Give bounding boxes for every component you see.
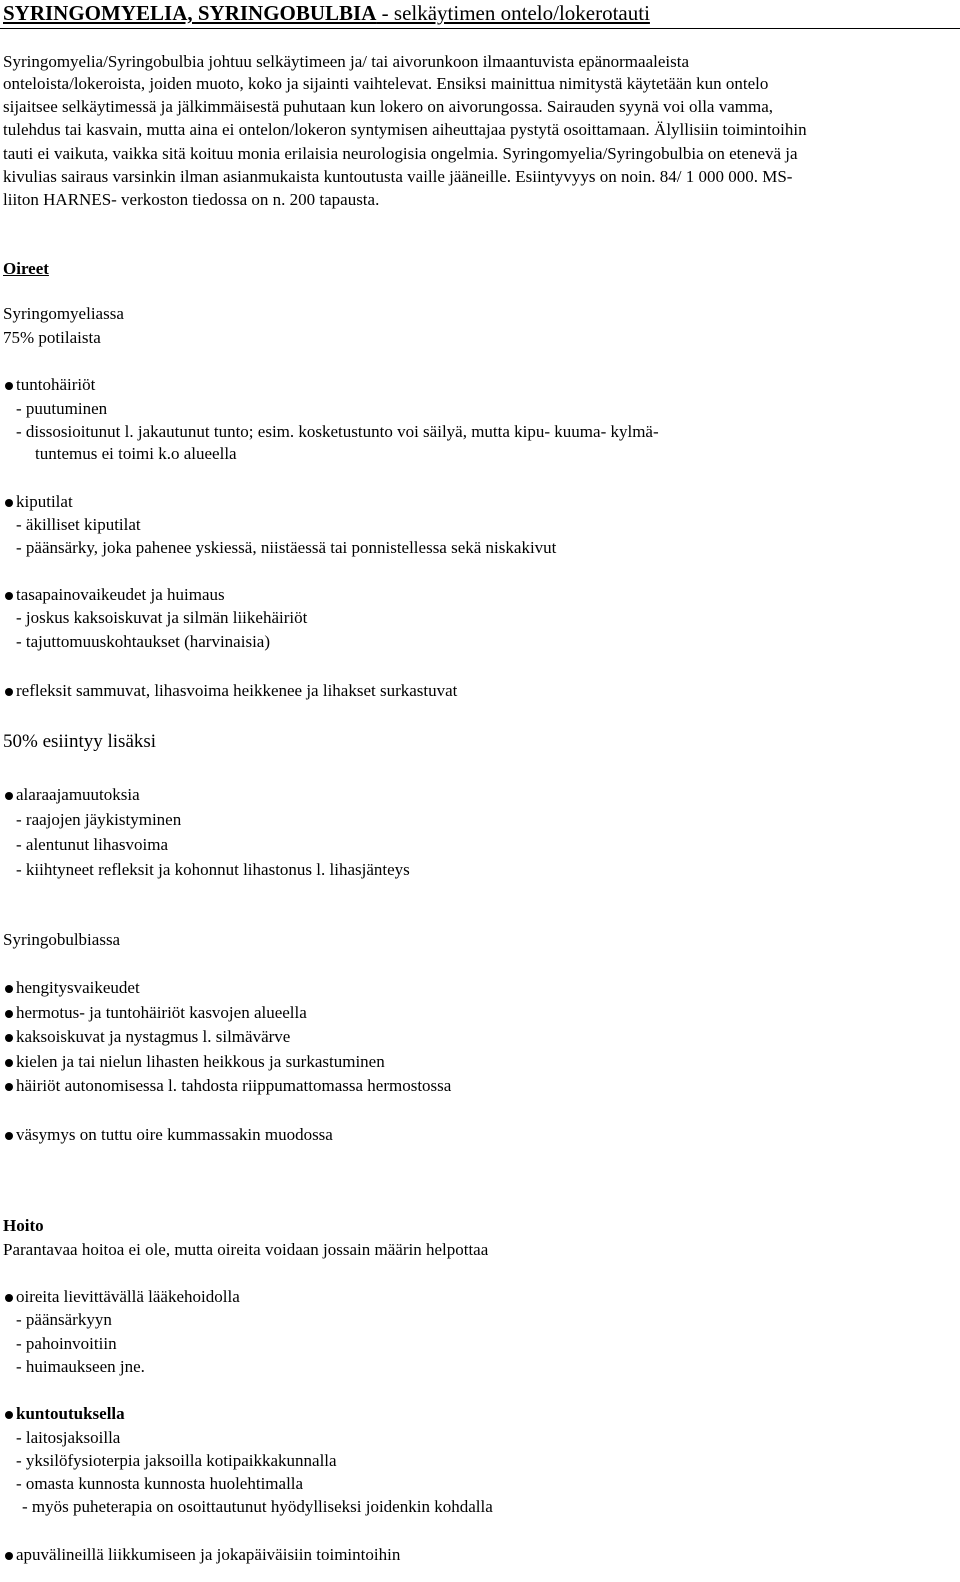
bullet-icon <box>5 1059 13 1067</box>
treatment-subline: - pahoinvoitiin <box>16 1334 117 1353</box>
intro-line: tauti ei vaikuta, vaikka sitä koituu monia erilaisia neurologisia ongelmia. Syringomyelia/Syringobulbia on etenevä ja <box>3 144 798 163</box>
treatment-subline: - myös puheterapia on osoittautunut hyödylliseksi joidenkin kohdalla <box>22 1497 493 1516</box>
symptom-bullet: alaraajamuutoksia <box>16 785 140 804</box>
treatment-bullet: kuntoutuksella <box>16 1404 125 1423</box>
symptom-bullet: tuntohäiriöt <box>16 375 96 394</box>
treatment-intro: Parantavaa hoitoa ei ole, mutta oireita voidaan jossain määrin helpottaa <box>3 1240 489 1259</box>
symptom-subline: - joskus kaksoiskuvat ja silmän liikehäiriöt <box>16 608 308 627</box>
symptom-bullet: refleksit sammuvat, lihasvoima heikkenee ja lihakset surkastuvat <box>16 681 458 700</box>
bulbia-item: kaksoiskuvat ja nystagmus l. silmävärve <box>16 1027 291 1046</box>
treatment-subline: - laitosjaksoilla <box>16 1428 121 1447</box>
bullet-icon <box>5 1411 13 1419</box>
bullet-icon <box>5 985 13 993</box>
symptom-bullet: kiputilat <box>16 492 73 511</box>
symptom-subline: - alentunut lihasvoima <box>16 835 169 854</box>
treatment-subline: - huimaukseen jne. <box>16 1357 145 1376</box>
bullet-icon <box>5 792 13 800</box>
symptom-subline: - tajuttomuuskohtaukset (harvinaisia) <box>16 632 270 651</box>
intro-line: liiton HARNES- verkoston tiedossa on n. 200 tapausta. <box>3 190 380 209</box>
bullet-icon <box>5 688 13 696</box>
bulbia-item: kielen ja tai nielun lihasten heikkous ja surkastuminen <box>16 1052 385 1071</box>
bullet-icon <box>5 1552 13 1560</box>
title-main: SYRINGOMYELIA, SYRINGOBULBIA <box>3 1 377 25</box>
symptom-bullet: tasapainovaikeudet ja huimaus <box>16 585 225 604</box>
title-subtitle: - selkäytimen ontelo/lokerotauti <box>376 1 650 25</box>
bulbia-item: hermotus- ja tuntohäiriöt kasvojen alueella <box>16 1003 307 1022</box>
treatment-heading: Hoito <box>3 1216 44 1235</box>
symptoms-heading: Oireet <box>3 259 49 278</box>
bullet-icon <box>5 1132 13 1140</box>
intro-line: onteloista/lokeroista, joiden muoto, koko ja sijainti vaihtelevat. Ensiksi mainittua nimitystä käytetään kun ontelo <box>3 74 769 93</box>
symptom-subline: - dissosioitunut l. jakautunut tunto; esim. kosketustunto voi säilyä, mutta kipu- kuuma- kylmä- <box>16 422 659 441</box>
title-divider <box>0 28 960 29</box>
page-title <box>3 0 650 26</box>
bullet-icon <box>5 1294 13 1302</box>
bullet-icon <box>5 499 13 507</box>
symptom-subline: - raajojen jäykistyminen <box>16 810 182 829</box>
treatment-bullet: oireita lievittävällä lääkehoidolla <box>16 1287 240 1306</box>
symptom-subline: - puutuminen <box>16 399 108 418</box>
syringobulbia-label: Syringobulbiassa <box>3 930 121 949</box>
syringomyelia-label: Syringomyeliassa <box>3 304 124 323</box>
symptom-subline: tuntemus ei toimi k.o alueella <box>35 444 237 463</box>
bullet-icon <box>5 592 13 600</box>
percent-75-label: 75% potilaista <box>3 328 101 347</box>
symptom-subline: - päänsärky, joka pahenee yskiessä, niistäessä tai ponnistellessa sekä niskakivut <box>16 538 557 557</box>
intro-line: tulehdus tai kasvain, mutta aina ei ontelon/lokeron syntymisen aiheuttajaa pystytä osoittamaan. Älyllisiin toimintoihin <box>3 120 807 139</box>
treatment-subline: - päänsärkyyn <box>16 1310 112 1329</box>
treatment-subline: - omasta kunnosta kunnosta huolehtimalla <box>16 1474 304 1493</box>
bulbia-item: häiriöt autonomisessa l. tahdosta riippumattomassa hermostossa <box>16 1076 452 1095</box>
treatment-bullet: apuvälineillä liikkumiseen ja jokapäiväisiin toimintoihin <box>16 1545 401 1564</box>
bullet-icon <box>5 1034 13 1042</box>
symptom-subline: - äkilliset kiputilat <box>16 515 141 534</box>
percent-50-label: 50% esiintyy lisäksi <box>3 731 157 752</box>
fatigue-note: väsymys on tuttu oire kummassakin muodossa <box>16 1125 333 1144</box>
bullet-icon <box>5 1010 13 1018</box>
bullet-icon <box>5 1083 13 1091</box>
intro-line: kivulias sairaus varsinkin ilman asianmukaista kuntoutusta vaille jääneille. Esiintyvyys on noin. 84/ 1 000 000. MS- <box>3 167 793 186</box>
bulbia-item: hengitysvaikeudet <box>16 978 140 997</box>
intro-line: sijaitsee selkäytimessä ja jälkimmäisestä puhutaan kun lokero on aivorungossa. Sairauden syynä voi olla vamma, <box>3 97 774 116</box>
intro-line: Syringomyelia/Syringobulbia johtuu selkäytimeen ja/ tai aivorunkoon ilmaantuvista epänormaaleista <box>3 52 689 71</box>
treatment-subline: - yksilöfysioterpia jaksoilla kotipaikkakunnalla <box>16 1451 337 1470</box>
bullet-icon <box>5 382 13 390</box>
symptom-subline: - kiihtyneet refleksit ja kohonnut lihastonus l. lihasjänteys <box>16 860 410 879</box>
